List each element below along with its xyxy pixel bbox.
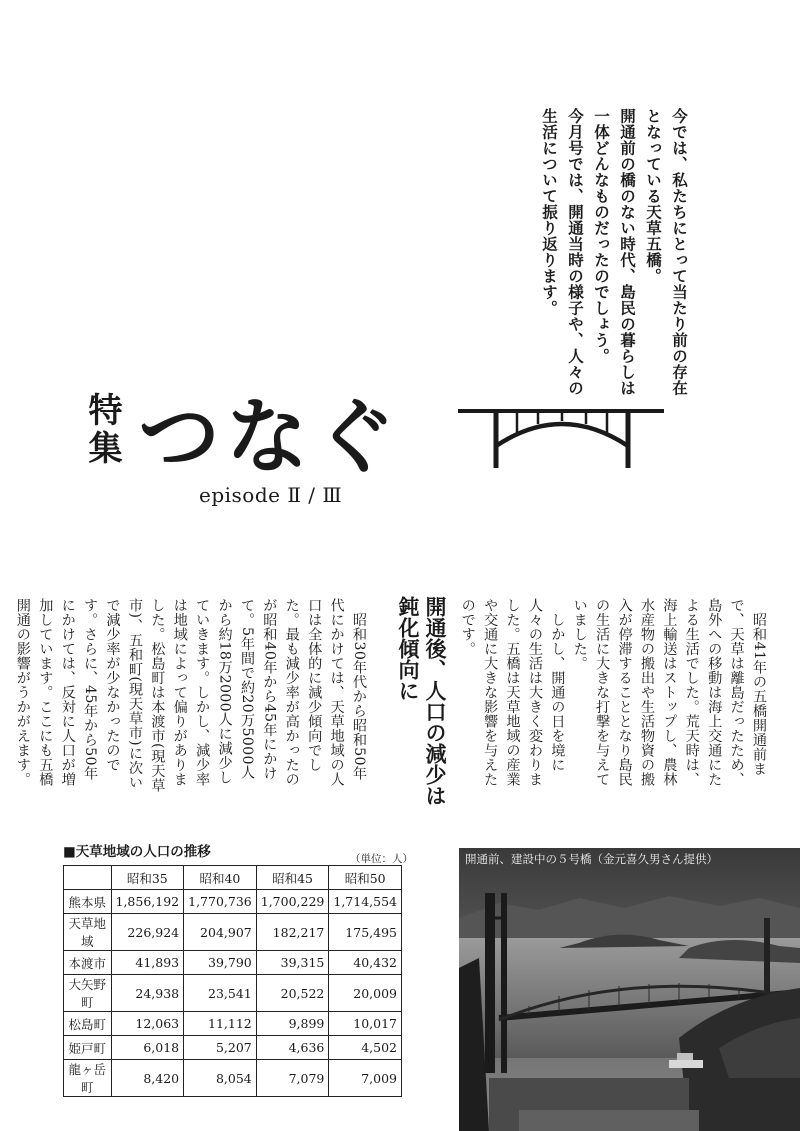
table-header-cell: 昭和45 xyxy=(256,866,329,890)
population-table xyxy=(63,865,402,1097)
row-label: 松島町 xyxy=(64,1012,112,1036)
section-heading: 開通後、人口の減少は 鈍化傾向に xyxy=(396,596,447,806)
table-unit: （単位：人） xyxy=(350,853,413,865)
table-cell: 8,420 xyxy=(111,1060,184,1097)
table-cell: 11,112 xyxy=(184,1012,257,1036)
table-header-cell: 昭和35 xyxy=(111,866,184,890)
table-row xyxy=(64,1036,402,1060)
table-header-cell: 昭和50 xyxy=(329,866,402,890)
table-cell: 5,207 xyxy=(184,1036,257,1060)
table-row xyxy=(64,914,402,951)
bridge-icon xyxy=(456,404,666,470)
table-cell: 1,714,554 xyxy=(329,890,402,914)
table-cell: 20,522 xyxy=(256,975,329,1012)
table-cell: 10,017 xyxy=(329,1012,402,1036)
page-title: つなぐ xyxy=(138,389,403,485)
table-cell: 7,079 xyxy=(256,1060,329,1097)
table-cell: 204,907 xyxy=(184,914,257,951)
row-label: 龍ヶ岳町 xyxy=(64,1060,112,1097)
table-title: ■天草地域の人口の推移 xyxy=(63,844,211,860)
row-label: 本渡市 xyxy=(64,951,112,975)
table-cell: 1,856,192 xyxy=(111,890,184,914)
table-header-cell: 昭和40 xyxy=(184,866,257,890)
table-row xyxy=(64,890,402,914)
table-cell: 12,063 xyxy=(111,1012,184,1036)
bridge-construction-photo xyxy=(459,848,800,1131)
table-cell: 23,541 xyxy=(184,975,257,1012)
photo-illustration xyxy=(459,848,800,1131)
table-cell: 4,502 xyxy=(329,1036,402,1060)
row-label: 姫戸町 xyxy=(64,1036,112,1060)
table-cell: 41,893 xyxy=(111,951,184,975)
table-cell: 1,770,736 xyxy=(184,890,257,914)
table-cell: 40,432 xyxy=(329,951,402,975)
table-cell: 39,790 xyxy=(184,951,257,975)
intro-text: 今では、私たちにとって当たり前の存在となっている天草五橋。 開通前の橋のない時代、島民の暮らしは一体どんなものだったのでしょう。 今月号では、開通当時の様子や、人々の生活について振り返ります。 xyxy=(540,108,688,396)
table-cell: 9,899 xyxy=(256,1012,329,1036)
table-row xyxy=(64,975,402,1012)
table-cell: 4,636 xyxy=(256,1036,329,1060)
article-body-right: 昭和41年の五橋開通前まで、天草は離島だったため、島外への移動は海上交通にたよる生活でした。荒天時は、海上輸送はストップし、農林水産物の搬出や生活物資の搬入が停滞することとなり島民の生活に大きな打撃を与えていました。 しかし、開通の日を境に人々の生活は大きく変わりました。五橋は天草地域の産業や交通に大きな影響を与えたのです。 xyxy=(459,598,767,787)
table-row xyxy=(64,1012,402,1036)
table-header-row xyxy=(64,866,402,890)
row-label: 天草地域 xyxy=(64,914,112,951)
photo-caption: 開通前、建設中の５号橋（金元喜久男さん提供） xyxy=(465,852,718,866)
table-row xyxy=(64,951,402,975)
row-label: 大矢野町 xyxy=(64,975,112,1012)
table-cell: 20,009 xyxy=(329,975,402,1012)
row-label: 熊本県 xyxy=(64,890,112,914)
table-cell: 1,700,229 xyxy=(256,890,329,914)
table-cell: 226,924 xyxy=(111,914,184,951)
table-row xyxy=(64,1060,402,1097)
feature-label: 特集 xyxy=(82,392,122,468)
table-cell: 6,018 xyxy=(111,1036,184,1060)
table-header-cell xyxy=(64,866,112,890)
table-cell: 7,009 xyxy=(329,1060,402,1097)
table-cell: 8,054 xyxy=(184,1060,257,1097)
table-cell: 182,217 xyxy=(256,914,329,951)
episode-label: episode Ⅱ / Ⅲ xyxy=(199,483,343,507)
table-cell: 39,315 xyxy=(256,951,329,975)
table-cell: 175,495 xyxy=(329,914,402,951)
article-body-left: 昭和30年代から昭和50年代にかけては、天草地域の人口は全体的に減少傾向でした。最も減少率が高かったのが昭和40年から45年にかけて。5年間で約20万5000人から約18万2000人に減少していきます。しかし、減少率は地域によって偏りがありました。松島町は本渡市(現天草市)、五和町(現天草市)に次いで減少率が少なかったのです。さらに、45年から50年にかけては、反対に人口が増加しています。ここにも五橋開通の影響がうかがえます。 xyxy=(14,598,367,793)
table-cell: 24,938 xyxy=(111,975,184,1012)
